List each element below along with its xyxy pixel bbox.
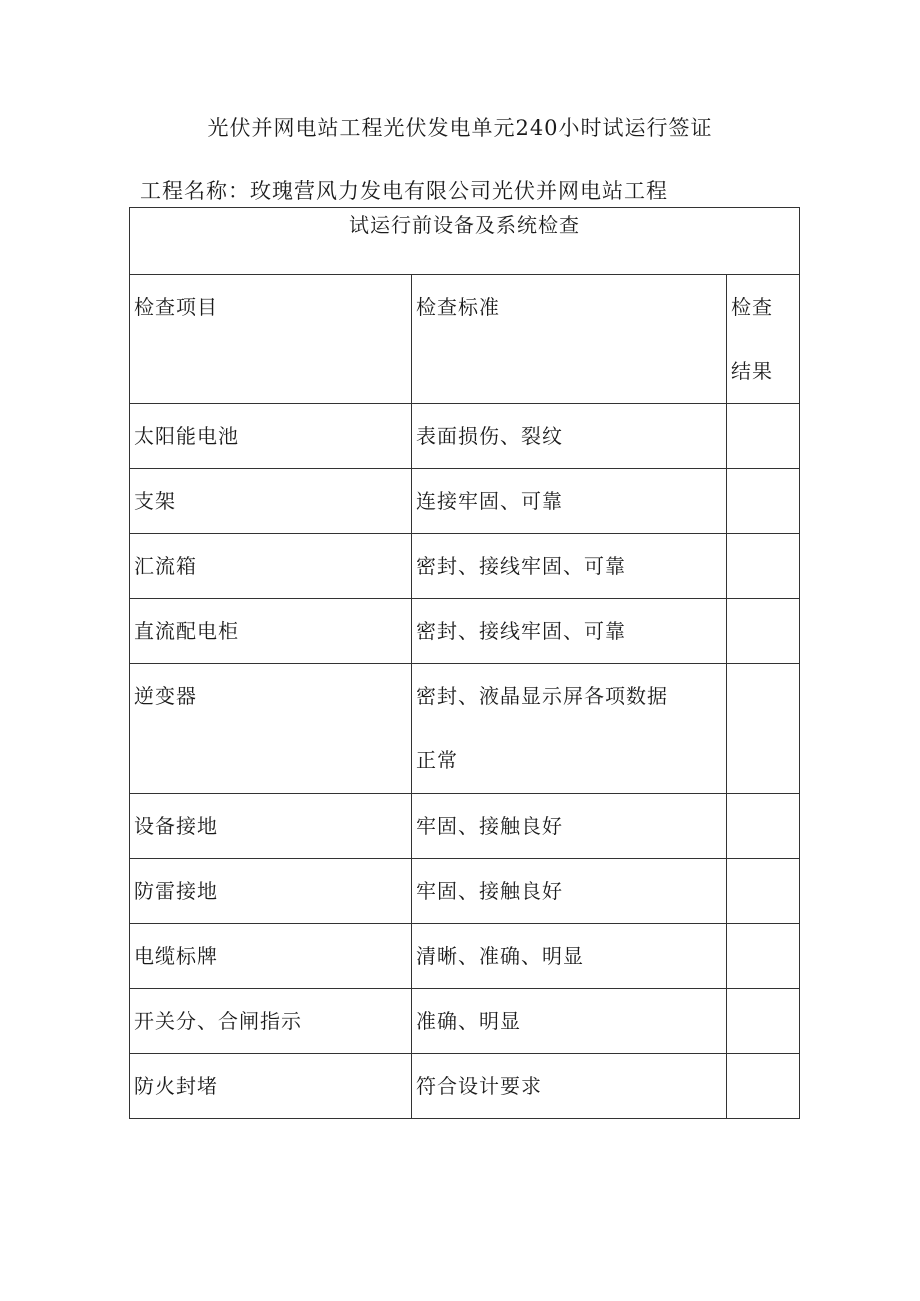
row-standard: 牢固、接触良好: [412, 794, 727, 859]
row-result[interactable]: [727, 404, 800, 469]
row-item: 设备接地: [130, 794, 412, 859]
row-item: 太阳能电池: [130, 404, 412, 469]
row-item: 防雷接地: [130, 859, 412, 924]
row-result[interactable]: [727, 794, 800, 859]
row-item: 汇流箱: [130, 534, 412, 599]
row-item: 开关分、合闸指示: [130, 989, 412, 1054]
row-result[interactable]: [727, 1054, 800, 1119]
header-item: 检查项目: [130, 275, 412, 404]
row-standard: 密封、接线牢固、可靠: [412, 534, 727, 599]
project-label: 工程名称：: [140, 179, 250, 203]
row-result[interactable]: [727, 469, 800, 534]
document-title: 光伏并网电站工程光伏发电单元240小时试运行签证: [207, 116, 713, 140]
table-row: [130, 534, 800, 599]
table-row: [130, 794, 800, 859]
row-standard: [412, 664, 727, 794]
row-item: 直流配电柜: [130, 599, 412, 664]
header-result-line2: 结果: [731, 359, 773, 383]
row-standard: 连接牢固、可靠: [412, 469, 727, 534]
header-result: [727, 275, 800, 404]
project-name: 玫瑰营风力发电有限公司光伏并网电站工程: [250, 179, 668, 203]
project-name-line: [140, 175, 668, 205]
row-standard: 牢固、接触良好: [412, 859, 727, 924]
table-row: [130, 404, 800, 469]
row-item: 电缆标牌: [130, 924, 412, 989]
row-result[interactable]: [727, 989, 800, 1054]
section-title-row: [130, 208, 800, 275]
table-row: [130, 924, 800, 989]
row-item: 支架: [130, 469, 412, 534]
row-item: 逆变器: [130, 664, 412, 794]
row-standard-line2: 正常: [416, 748, 458, 772]
header-standard: 检查标准: [412, 275, 727, 404]
row-result[interactable]: [727, 599, 800, 664]
header-result-line1: 检查: [731, 295, 773, 319]
section-title: 试运行前设备及系统检查: [130, 208, 800, 275]
row-standard: 准确、明显: [412, 989, 727, 1054]
row-standard: 密封、接线牢固、可靠: [412, 599, 727, 664]
table-row: [130, 599, 800, 664]
table-row: [130, 664, 800, 794]
row-result[interactable]: [727, 859, 800, 924]
table-row: [130, 469, 800, 534]
table-row: [130, 859, 800, 924]
row-item: 防火封堵: [130, 1054, 412, 1119]
table-row: [130, 989, 800, 1054]
row-standard-line1: 密封、液晶显示屏各项数据: [416, 684, 668, 708]
header-row: [130, 275, 800, 404]
row-result[interactable]: [727, 534, 800, 599]
row-standard: 清晰、准确、明显: [412, 924, 727, 989]
row-result[interactable]: [727, 924, 800, 989]
row-standard: 符合设计要求: [412, 1054, 727, 1119]
row-standard: 表面损伤、裂纹: [412, 404, 727, 469]
row-result[interactable]: [727, 664, 800, 794]
table-row: [130, 1054, 800, 1119]
inspection-table: [129, 207, 800, 1119]
